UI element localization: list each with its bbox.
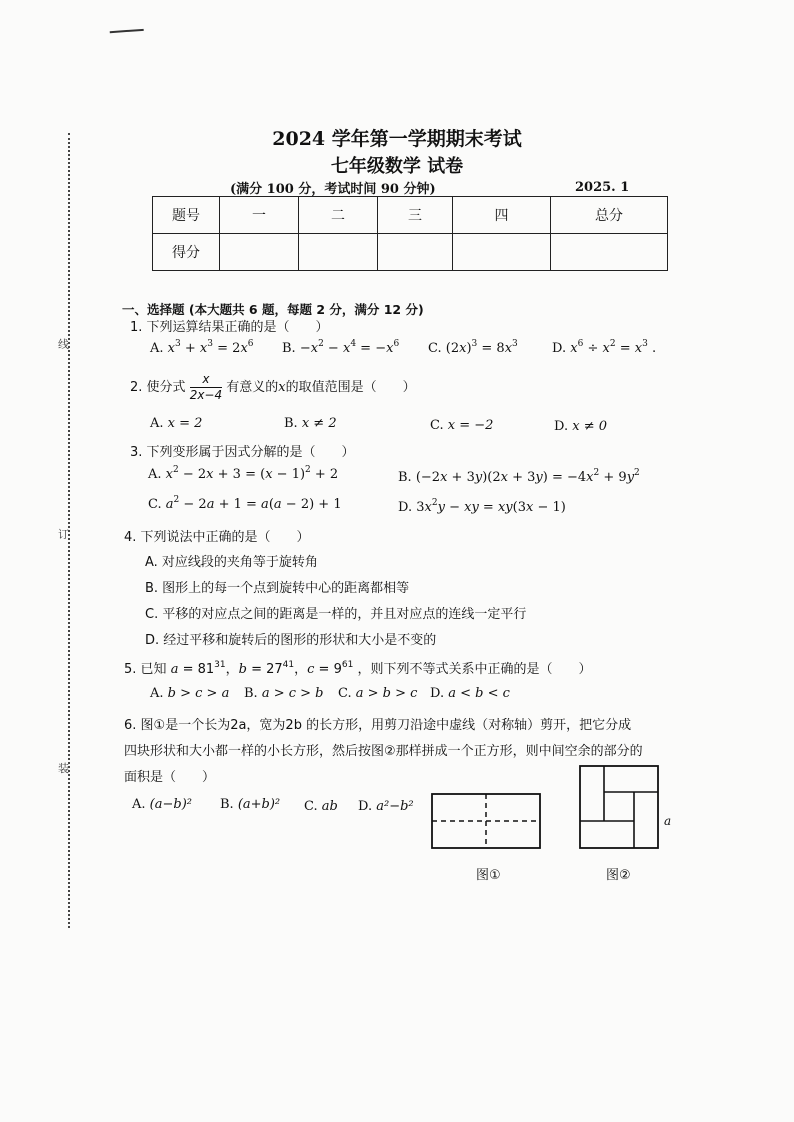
figure-1-caption: 图① <box>476 868 501 883</box>
score-cell[interactable] <box>378 234 453 271</box>
table-row <box>153 197 668 234</box>
option-label: D. <box>552 341 567 356</box>
row-label: 得分 <box>153 234 220 271</box>
exam-meta: (满分 100 分，考试时间 90 分钟) <box>230 182 436 197</box>
q1-option-b[interactable]: B. $-x^2 - x^4 = -x^6$ <box>282 339 400 356</box>
stem-text: ，则下列不等式关系中正确的是（ ） <box>357 662 592 677</box>
q3-option-d[interactable]: D. $3x^2y$ − xy = xy(3x − 1) <box>398 498 566 515</box>
question-4-stem: 4. 下列说法中正确的是（ ） <box>124 530 310 545</box>
figure-2 <box>578 764 662 852</box>
table-header-cell: 四 <box>453 197 551 234</box>
binding-char: 装 <box>58 762 69 775</box>
question-6-line-2: 四块形状和大小都一样的小长方形，然后按图②那样拼成一个正方形，则中间空余的部分的 <box>124 744 643 759</box>
stem-text: 有意义的 <box>226 380 279 395</box>
q5-option-b[interactable]: B. a > c > b <box>244 686 324 701</box>
q2-option-d[interactable]: D. x ≠ 0 <box>554 419 607 434</box>
question-6-line-1: 6. 图①是一个长为2a，宽为2b 的长方形，用剪刀沿途中虚线（对称轴）剪开，把它分成 <box>124 718 632 733</box>
option-text: b > c > a <box>167 686 230 701</box>
q4-option-b[interactable]: B. 图形上的每一个点到旋转中心的距离都相等 <box>145 581 410 596</box>
exam-title: 2024 学年第一学期期末考试 <box>272 128 522 150</box>
option-label: A. <box>150 341 164 356</box>
option-label: B. <box>282 341 296 356</box>
q5-option-c[interactable]: C. a > b > c <box>338 686 418 701</box>
fraction <box>190 372 222 403</box>
option-text: a > b > c <box>355 686 418 701</box>
q4-option-d[interactable]: D. 经过平移和旋转后的图形的形状和大小是不变的 <box>145 633 437 648</box>
exam-subtitle: 七年级数学 试卷 <box>330 156 464 177</box>
q4-option-c[interactable]: C. 平移的对应点之间的距离是一样的，并且对应点的连线一定平行 <box>145 607 527 622</box>
q3-option-a[interactable]: A. $x^2 - 2x + 3 = (x - 1)^2 + 2$ <box>148 465 339 482</box>
score-cell[interactable] <box>551 234 668 271</box>
figure-2-caption: 图② <box>606 868 631 883</box>
score-table <box>152 196 668 271</box>
score-cell[interactable] <box>299 234 378 271</box>
figure-2-square <box>580 766 658 848</box>
option-text: x ≠ 2 <box>301 416 337 431</box>
fraction-denominator: 2x−4 <box>189 388 223 402</box>
option-text: x ≠ 0 <box>572 419 607 434</box>
table-header-cell: 三 <box>378 197 453 234</box>
variable: x <box>278 380 286 395</box>
q2-option-a[interactable]: A. x = 2 <box>150 416 203 431</box>
option-text: ab <box>321 799 338 814</box>
q1-option-d[interactable]: D. $x^6 \div x^2 = x^3$ . <box>552 339 657 356</box>
option-text: a²−b² <box>376 799 414 814</box>
q4-option-a[interactable]: A. 对应线段的夹角等于旋转角 <box>145 555 318 570</box>
stem-text: 5. 已知 <box>124 662 167 677</box>
score-cell[interactable] <box>220 234 299 271</box>
question-6-line-3: 面积是（ ） <box>124 770 216 785</box>
figure-2-side-label: a <box>664 814 672 828</box>
table-header-cell: 总分 <box>551 197 668 234</box>
option-text: (a−b)² <box>149 797 192 812</box>
q6-option-d[interactable]: D. a²−b² <box>358 799 414 814</box>
q1-option-c[interactable]: C. $(2x)^3 = 8x^3$ <box>428 339 518 356</box>
option-text: x = −2 <box>447 418 494 433</box>
pen-mark <box>110 29 145 41</box>
q5-option-d[interactable]: D. a < b < c <box>430 686 510 701</box>
figure-1 <box>430 792 544 852</box>
table-header-cell: 一 <box>220 197 299 234</box>
option-text: (a+b)² <box>237 797 281 812</box>
q6-option-b[interactable]: B. (a+b)² <box>220 797 281 812</box>
question-2-stem <box>130 372 416 403</box>
option-text: a < b < c <box>448 686 510 701</box>
option-text: x = 2 <box>167 416 203 431</box>
q6-option-a[interactable]: A. (a−b)² <box>132 797 192 812</box>
q6-option-c[interactable]: C. ab <box>304 799 338 814</box>
binding-char: 线 <box>58 338 69 351</box>
q2-option-b[interactable]: B. x ≠ 2 <box>284 416 337 431</box>
question-5-stem: 5. 已知 $a = 81^{31}$，$b = 27^{41}$，$c = 9^{61}$ ，则下列不等式关系中正确的是（ ） <box>124 660 592 677</box>
table-header-cell: 题号 <box>153 197 220 234</box>
option-label: C. <box>428 341 442 356</box>
question-1-stem: 1. 下列运算结果正确的是（ ） <box>130 320 329 335</box>
question-3-stem: 3. 下列变形属于因式分解的是（ ） <box>130 445 355 460</box>
table-header-cell: 二 <box>299 197 378 234</box>
section-title: 一、选择题 (本大题共 6 题，每题 2 分，满分 12 分) <box>122 302 424 317</box>
stem-text: 的取值范围是（ ） <box>285 380 416 395</box>
fraction-numerator: x <box>190 372 222 388</box>
exam-date: 2025. 1 <box>575 180 630 195</box>
binding-char: 订 <box>58 528 69 541</box>
q5-option-a[interactable]: A. b > c > a <box>150 686 230 701</box>
q3-option-c[interactable]: C. $a^2 - 2a + 1 = a(a - 2) + 1$ <box>148 495 342 512</box>
q1-option-a[interactable]: A. $x^3 + x^3 = 2x^6$ <box>150 339 254 356</box>
stem-text: 2. 使分式 <box>130 380 186 395</box>
table-row <box>153 234 668 271</box>
option-text: a > c > b <box>261 686 324 701</box>
q3-option-b[interactable]: B. $(-2x + 3y)(2x + 3y) = -4x^2 + 9y^2$ <box>398 468 640 485</box>
score-cell[interactable] <box>453 234 551 271</box>
q2-option-c[interactable]: C. x = −2 <box>430 418 494 433</box>
